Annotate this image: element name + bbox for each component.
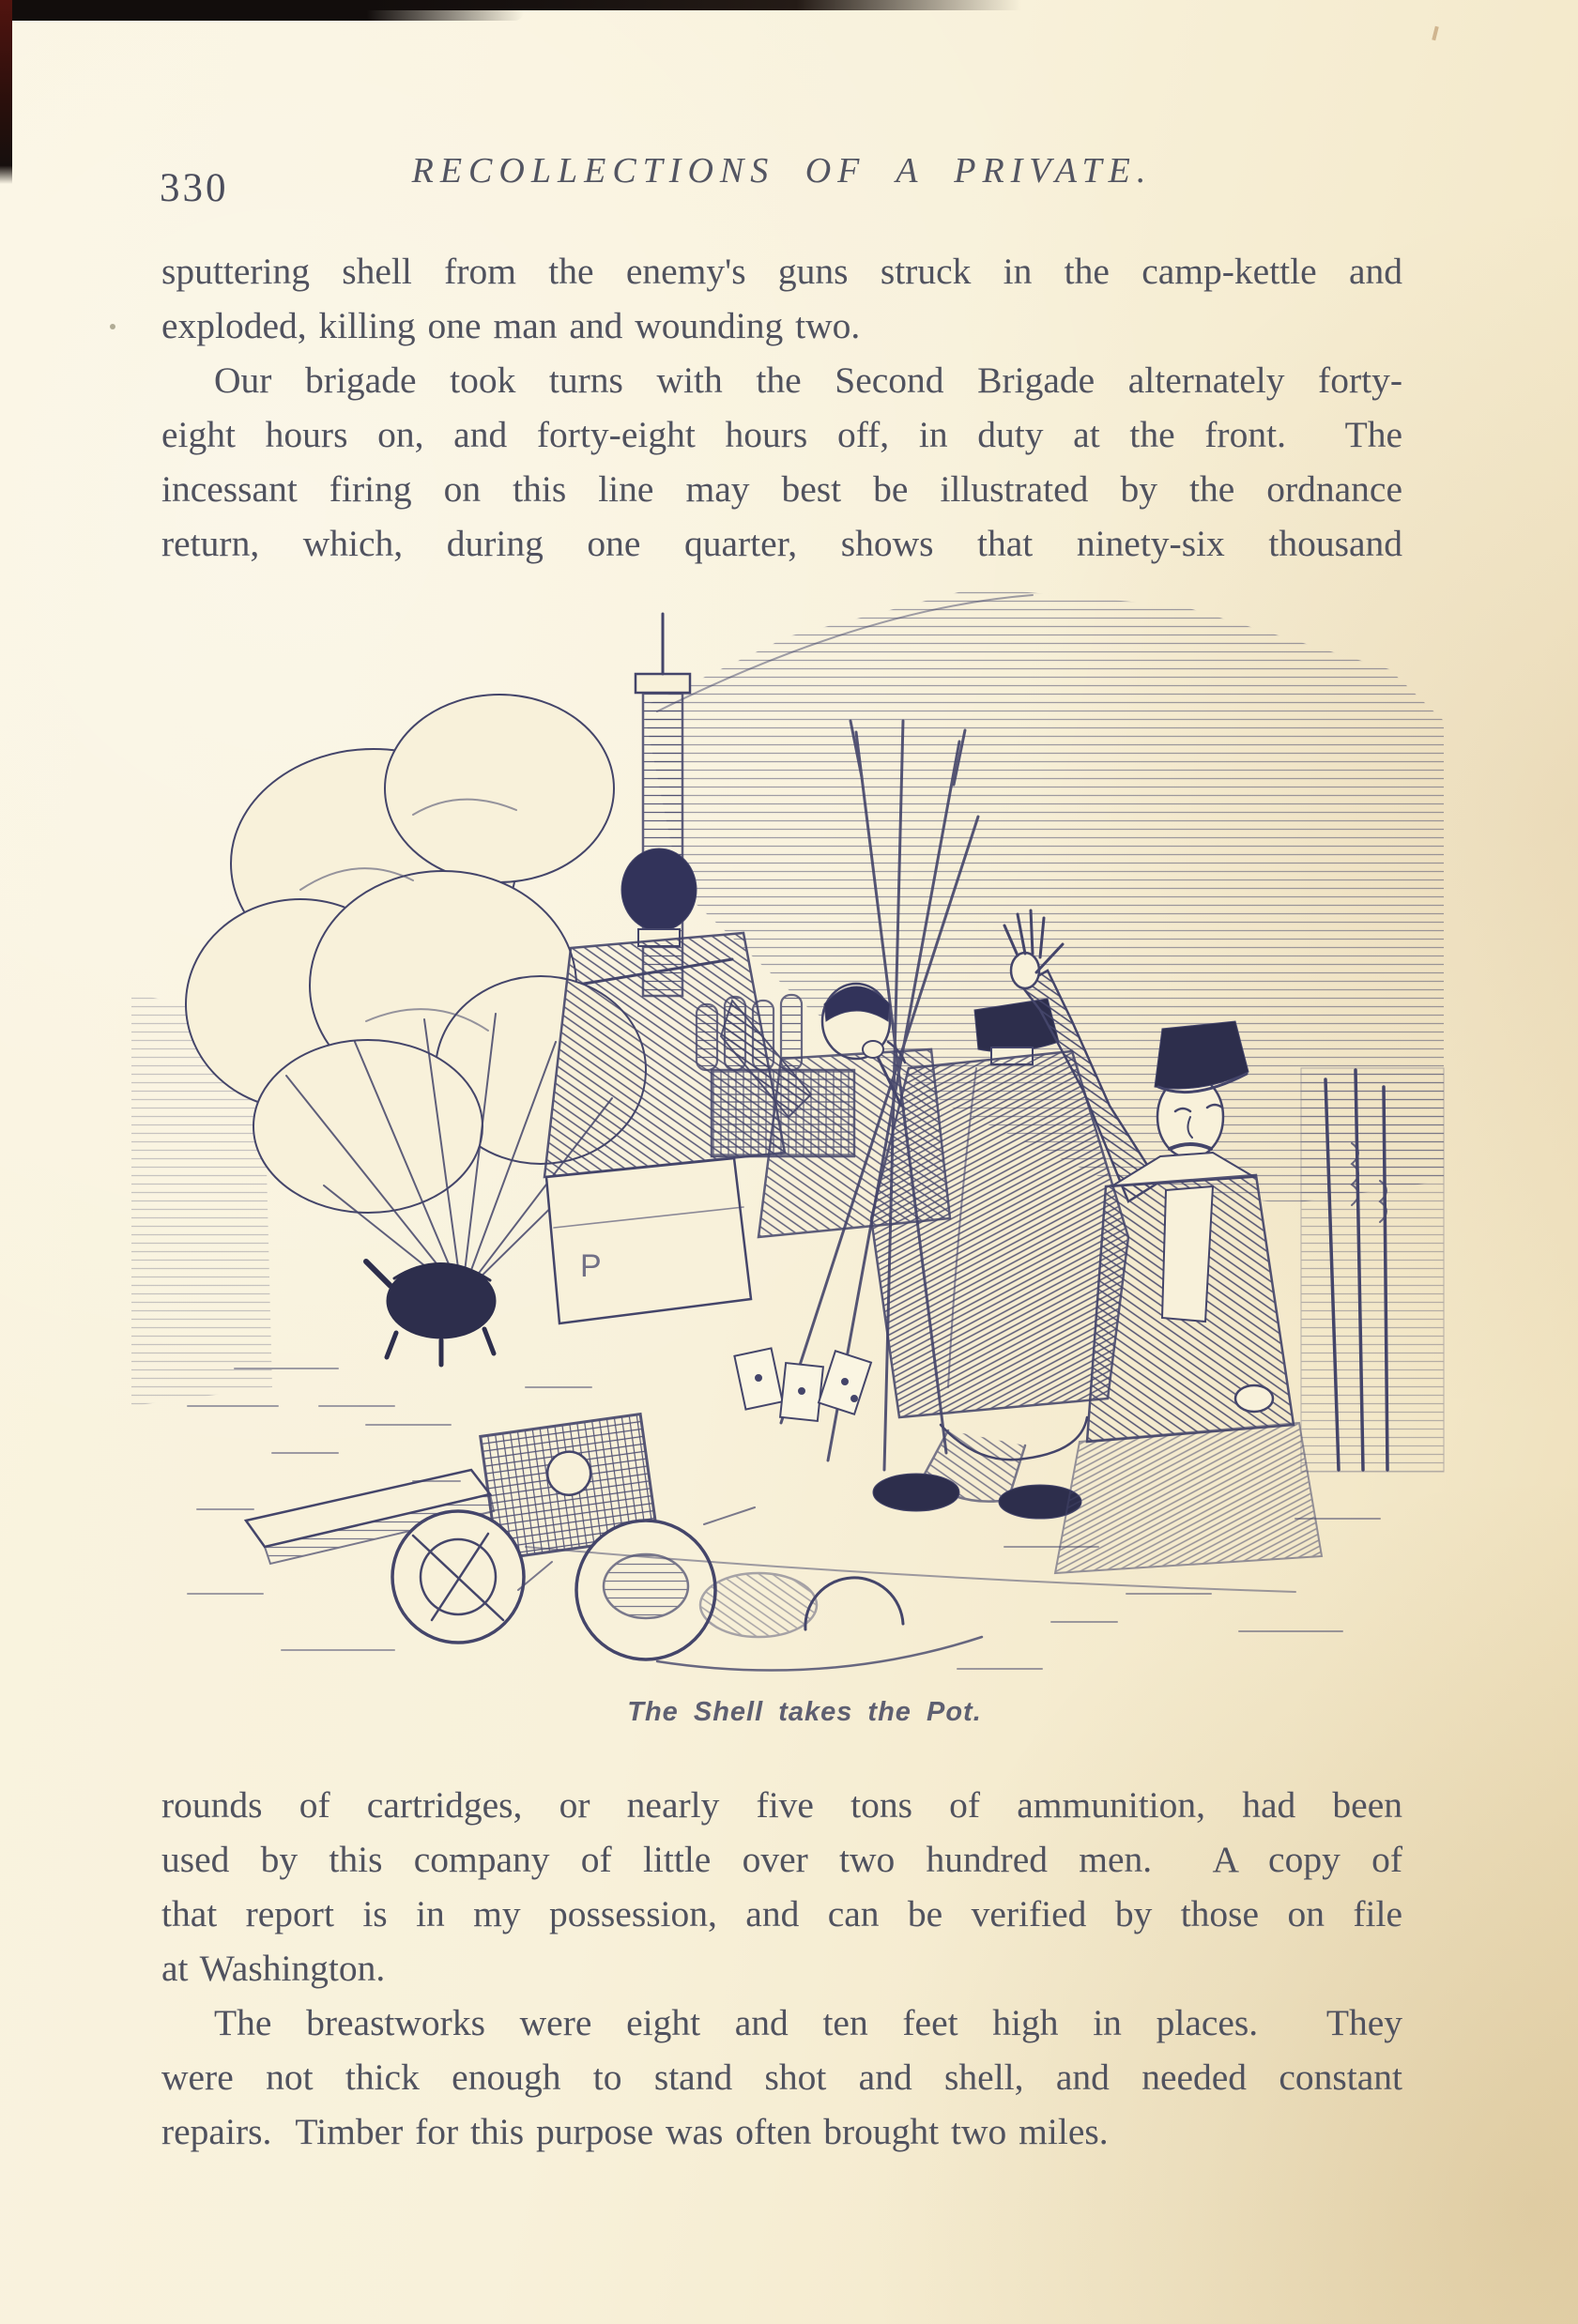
text-line: sputtering shell from the enemy's guns struck in the camp-kettle and (161, 251, 1402, 292)
text-line: eight hours on, and forty-eight hours off, in duty at the front. The (161, 414, 1402, 455)
stray-mark (1432, 26, 1439, 41)
text-line: incessant firing on this line may best be illustrated by the ordnance (161, 468, 1402, 510)
running-header: RECOLLECTIONS OF A PRIVATE. (411, 151, 1153, 191)
foreground-debris (246, 1414, 982, 1671)
scan-edge-artifact-left (0, 0, 12, 184)
text-line: The breastworks were eight and ten feet high in places. They (214, 2002, 1402, 2043)
ink-speck (110, 324, 115, 329)
leaning-rifles (1301, 1068, 1444, 1472)
text-line: used by this company of little over two hundred men. A copy of (161, 1839, 1402, 1880)
camp-kettle (366, 1261, 496, 1365)
illustration-drawing (131, 580, 1446, 1699)
text-line: Our brigade took turns with the Second Brigade alternately forty- (214, 359, 1402, 401)
illustration-caption: The Shell takes the Pot. (627, 1697, 982, 1727)
page-number: 330 (160, 166, 229, 210)
crate-stencil-letter: P (580, 1248, 602, 1284)
text-line: that report is in my possession, and can be verified by those on file (161, 1893, 1402, 1934)
body-text-upper (161, 244, 1402, 571)
scan-edge-artifact-corner (0, 0, 524, 21)
text-line: were not thick enough to stand shot and shell, and needed constant (161, 2056, 1402, 2098)
text-line: rounds of cartridges, or nearly five tons of ammunition, had been (161, 1784, 1402, 1826)
text-line: at Washington. (161, 1948, 386, 1989)
text-line: return, which, during one quarter, shows that ninety-six thousand (161, 523, 1402, 564)
body-text-lower (161, 1778, 1402, 2159)
text-line: repairs. Timber for this purpose was often brought two miles. (161, 2111, 1109, 2152)
text-line: exploded, killing one man and wounding two. (161, 305, 861, 346)
